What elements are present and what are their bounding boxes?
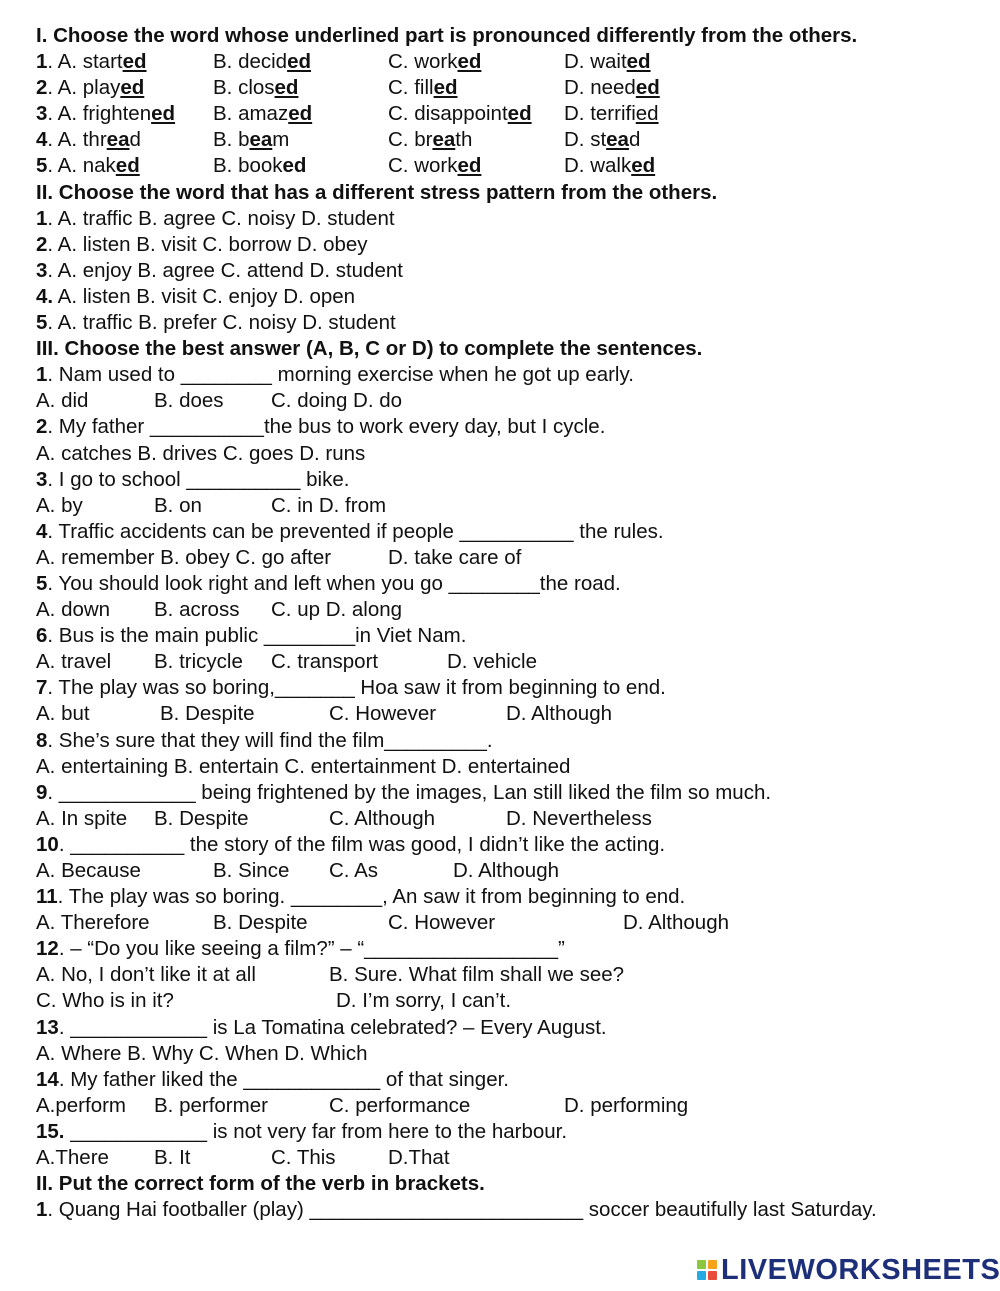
q3-options: A. by B. on C. in D. from [36,493,387,517]
q6-question: 6. Bus is the main public ________in Viet Nam. [36,624,467,648]
s1-row-4: 4. A. thread B. beam C. breath D. stead [36,128,641,152]
s2-row-2: 2. A. listen B. visit C. borrow D. obey [36,232,368,256]
q15-question: 15. ____________ is not very far from here to the harbour. [36,1119,568,1143]
q5-question: 5. You should look right and left when you go ________the road. [36,571,621,595]
q2-options: A. catches B. drives C. goes D. runs [36,441,366,465]
q1-question: 1. Nam used to ________ morning exercise when he got up early. [36,363,634,387]
liveworksheets-logo [697,1255,1000,1285]
logo-squares-icon [697,1260,717,1280]
q6-options: A. travel B. tricycle C. transport D. vehicle [36,650,538,674]
q13-question: 13. ____________ is La Tomatina celebrated? – Every August. [36,1015,607,1039]
s2-row-3: 3. A. enjoy B. agree C. attend D. student [36,258,403,282]
q15-options: A.There B. It C. This D.That [36,1146,450,1170]
q1-options: A. did B. does C. doing D. do [36,389,403,413]
q12-options-c-d: C. Who is in it? D. I’m sorry, I can’t. [36,989,512,1013]
s2-row-4: 4. A. listen B. visit C. enjoy D. open [36,284,356,308]
q2-question: 2. My father __________the bus to work every day, but I cycle. [36,415,606,439]
logo-square-blue [697,1271,706,1280]
logo-square-red [708,1271,717,1280]
q10-question: 10. __________ the story of the film was good, I didn’t like the acting. [36,832,666,856]
q8-question: 8. She’s sure that they will find the film_________. [36,728,493,752]
q11-question: 11. The play was so boring. ________, An saw it from beginning to end. [36,885,686,909]
logo-square-green [697,1260,706,1269]
q9-options: A. In spite B. Despite C. Although D. Nevertheless [36,806,652,830]
section-4-title: II. Put the correct form of the verb in brackets. [36,1172,485,1196]
q13-options: A. Where B. Why C. When D. Which [36,1041,368,1065]
s2-row-1: 1. A. traffic B. agree C. noisy D. student [36,206,395,230]
q4-question: 4. Traffic accidents can be prevented if people __________ the rules. [36,519,664,543]
q8-options: A. entertaining B. entertain C. entertainment D. entertained [36,754,571,778]
q11-options: A. Therefore B. Despite C. However D. Although [36,911,729,935]
q7-question: 7. The play was so boring,_______ Hoa saw it from beginning to end. [36,676,666,700]
verb-q1: 1. Quang Hai footballer (play) ________________________ soccer beautifully last Saturday. [36,1198,877,1222]
s1-row-3: 3. A. frightened B. amazed C. disappointed D. terrified [36,102,659,126]
logo-square-orange [708,1260,717,1269]
logo-text: LIVEWORKSHEETS [721,1253,1000,1286]
s2-row-5: 5. A. traffic B. prefer C. noisy D. student [36,311,396,335]
section-3-title: III. Choose the best answer (A, B, C or D) to complete the sentences. [36,337,703,361]
section-1-title: I. Choose the word whose underlined part is pronounced differently from the others. [36,24,858,47]
section-2-title: II. Choose the word that has a different stress pattern from the others. [36,180,718,204]
s1-row-1: 1. A. started B. decided C. worked D. waited [36,50,651,74]
worksheet [36,23,986,1223]
q10-options: A. Because B. Since C. As D. Although [36,859,559,882]
q12-options-a-b: A. No, I don’t like it at all B. Sure. What film shall we see? [36,963,625,987]
q14-question: 14. My father liked the ____________ of that singer. [36,1067,509,1091]
q14-options: A.perform B. performer C. performance D. performing [36,1093,689,1117]
q7-options: A. but B. Despite C. However D. Although [36,702,612,726]
q3-question: 3. I go to school __________ bike. [36,467,350,491]
s1-row-5: 5. A. naked B. booked C. worked D. walked [36,154,656,178]
q4-options: A. remember B. obey C. go after D. take care of [36,545,522,569]
q12-question: 12. – “Do you like seeing a film?” – “_________________” [36,937,565,961]
s1-row-2: 2. A. played B. closed C. filled D. needed [36,76,660,100]
q9-question: 9. ____________ being frightened by the images, Lan still liked the film so much. [36,780,772,804]
q5-options: A. down B. across C. up D. along [36,598,403,622]
